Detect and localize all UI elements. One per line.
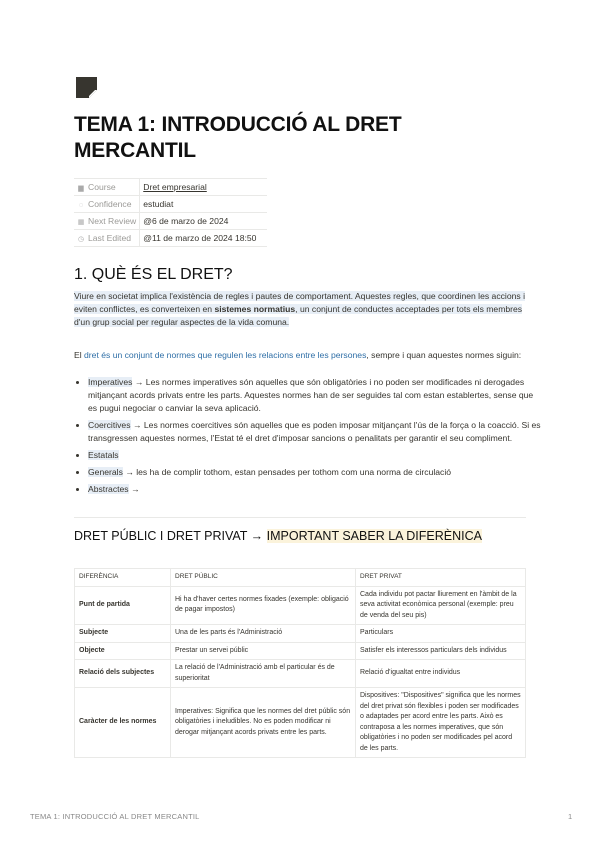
course-link[interactable]: Dret empresarial [143, 182, 207, 192]
table-row: Punt de partida Hi ha d'haver certes normes fixades (exemple: obligació de pagar impostos) Cada individu pot pactar lliurement en l'àmbit de la seva activitat econòmica personal (exemple: preu de venda del seu pis) [75, 586, 526, 625]
page-icon [76, 77, 97, 98]
clock-icon: ◷ [77, 236, 85, 243]
list-item: • Abstractes → [88, 483, 544, 496]
table-header-row: DIFERÈNCIA DRET PÚBLIC DRET PRIVAT [75, 569, 526, 587]
section-heading-2: DRET PÚBLIC I DRET PRIVAT → IMPORTANT SABER LA DIFERÈNICA [74, 529, 482, 543]
definition-highlight: dret és un conjunt de normes que regulen les relacions entre les persones [84, 350, 367, 360]
next-review-value[interactable]: @6 de marzo de 2024 [140, 213, 267, 230]
list-item: • Estatals [88, 449, 544, 462]
table-row: Caràcter de les normes Imperatives: Significa que les normes del dret públic són obligatòries i ineludibles. No es poden modificar ni derogar mitjançant acords privats entre les parts. Dispositives: "Dispositives" significa que les normes del dret privat són flexibles i poden ser modificades o adaptades per acord entre les parts. Això es contraposa a les normes imperatives, que són obligatòries i no poden ser modificades pel acord de les parts. [75, 688, 526, 758]
property-confidence: ◌ Confidence estudiat [74, 196, 267, 213]
list-item: • Coercitives → Les normes coercitives són aquelles que es poden imposar mitjançant l'ús de la força o la coacció. Si es transgressen aquestes normes, l'Estat té el dret d'imposar sancions o penalitats per garantir el seu compliment. [88, 419, 544, 445]
property-next-review: ▦ Next Review @6 de marzo de 2024 [74, 213, 267, 230]
properties-table [74, 178, 267, 247]
divider [74, 517, 526, 518]
table-row: Relació dels subjectes La relació de l'Administració amb el particular és de superioritat Relació d'igualtat entre individus [75, 660, 526, 688]
table-row: Subjecte Una de les parts és l'Administració Particulars [75, 625, 526, 643]
footer-title: TEMA 1: INTRODUCCIÓ AL DRET MERCANTIL [30, 812, 200, 821]
section-heading-1: 1. QUÈ ÉS EL DRET? [74, 266, 233, 283]
book-icon: ▆ [78, 185, 84, 192]
page-title: TEMA 1: INTRODUCCIÓ AL DRET MERCANTIL [74, 113, 402, 162]
table-row: Objecte Prestar un servei públic Satisfer els interessos particulars dels individus [75, 642, 526, 660]
definition-paragraph: El dret és un conjunt de normes que regulen les relacions entre les persones, sempre i quan aquestes normes siguin: [74, 350, 522, 360]
list-item: • Imperatives → Les normes imperatives són aquelles que són obligatòries i no poden ser modificades ni derogades mitjançant acords privats entre les parts. Aquestes normes han de ser seguides tal com estan establertes, sense que es pugui negociar o canviar la seva aplicació. [88, 376, 544, 415]
list-item: • Generals → les ha de complir tothom, estan pensades per tothom com una norma de circulació [88, 466, 544, 479]
property-last-edited: ◷ Last Edited @11 de marzo de 2024 18:50 [74, 230, 267, 247]
last-edited-value: @11 de marzo de 2024 18:50 [140, 230, 267, 247]
comparison-table [74, 568, 526, 758]
property-course: ▆ Course Dret empresarial [74, 179, 267, 196]
norm-characteristics-list [74, 376, 544, 500]
intro-paragraph: Viure en societat implica l'existència de regles i pautes de comportament. Aquestes regles, que coordinen les accions i eviten conflictes, es converteixen en sistemes normatius, un conjunt de conductes acceptades per tots els membres d'un grup social per regular aspectes de la vida comuna. [74, 291, 525, 327]
confidence-value[interactable]: estudiat [140, 196, 267, 213]
highlighted-heading-text: IMPORTANT SABER LA DIFERÈNICA [266, 529, 482, 543]
calendar-icon: ▦ [77, 219, 85, 226]
circle-icon: ◌ [78, 202, 84, 209]
page-number: 1 [568, 812, 573, 821]
